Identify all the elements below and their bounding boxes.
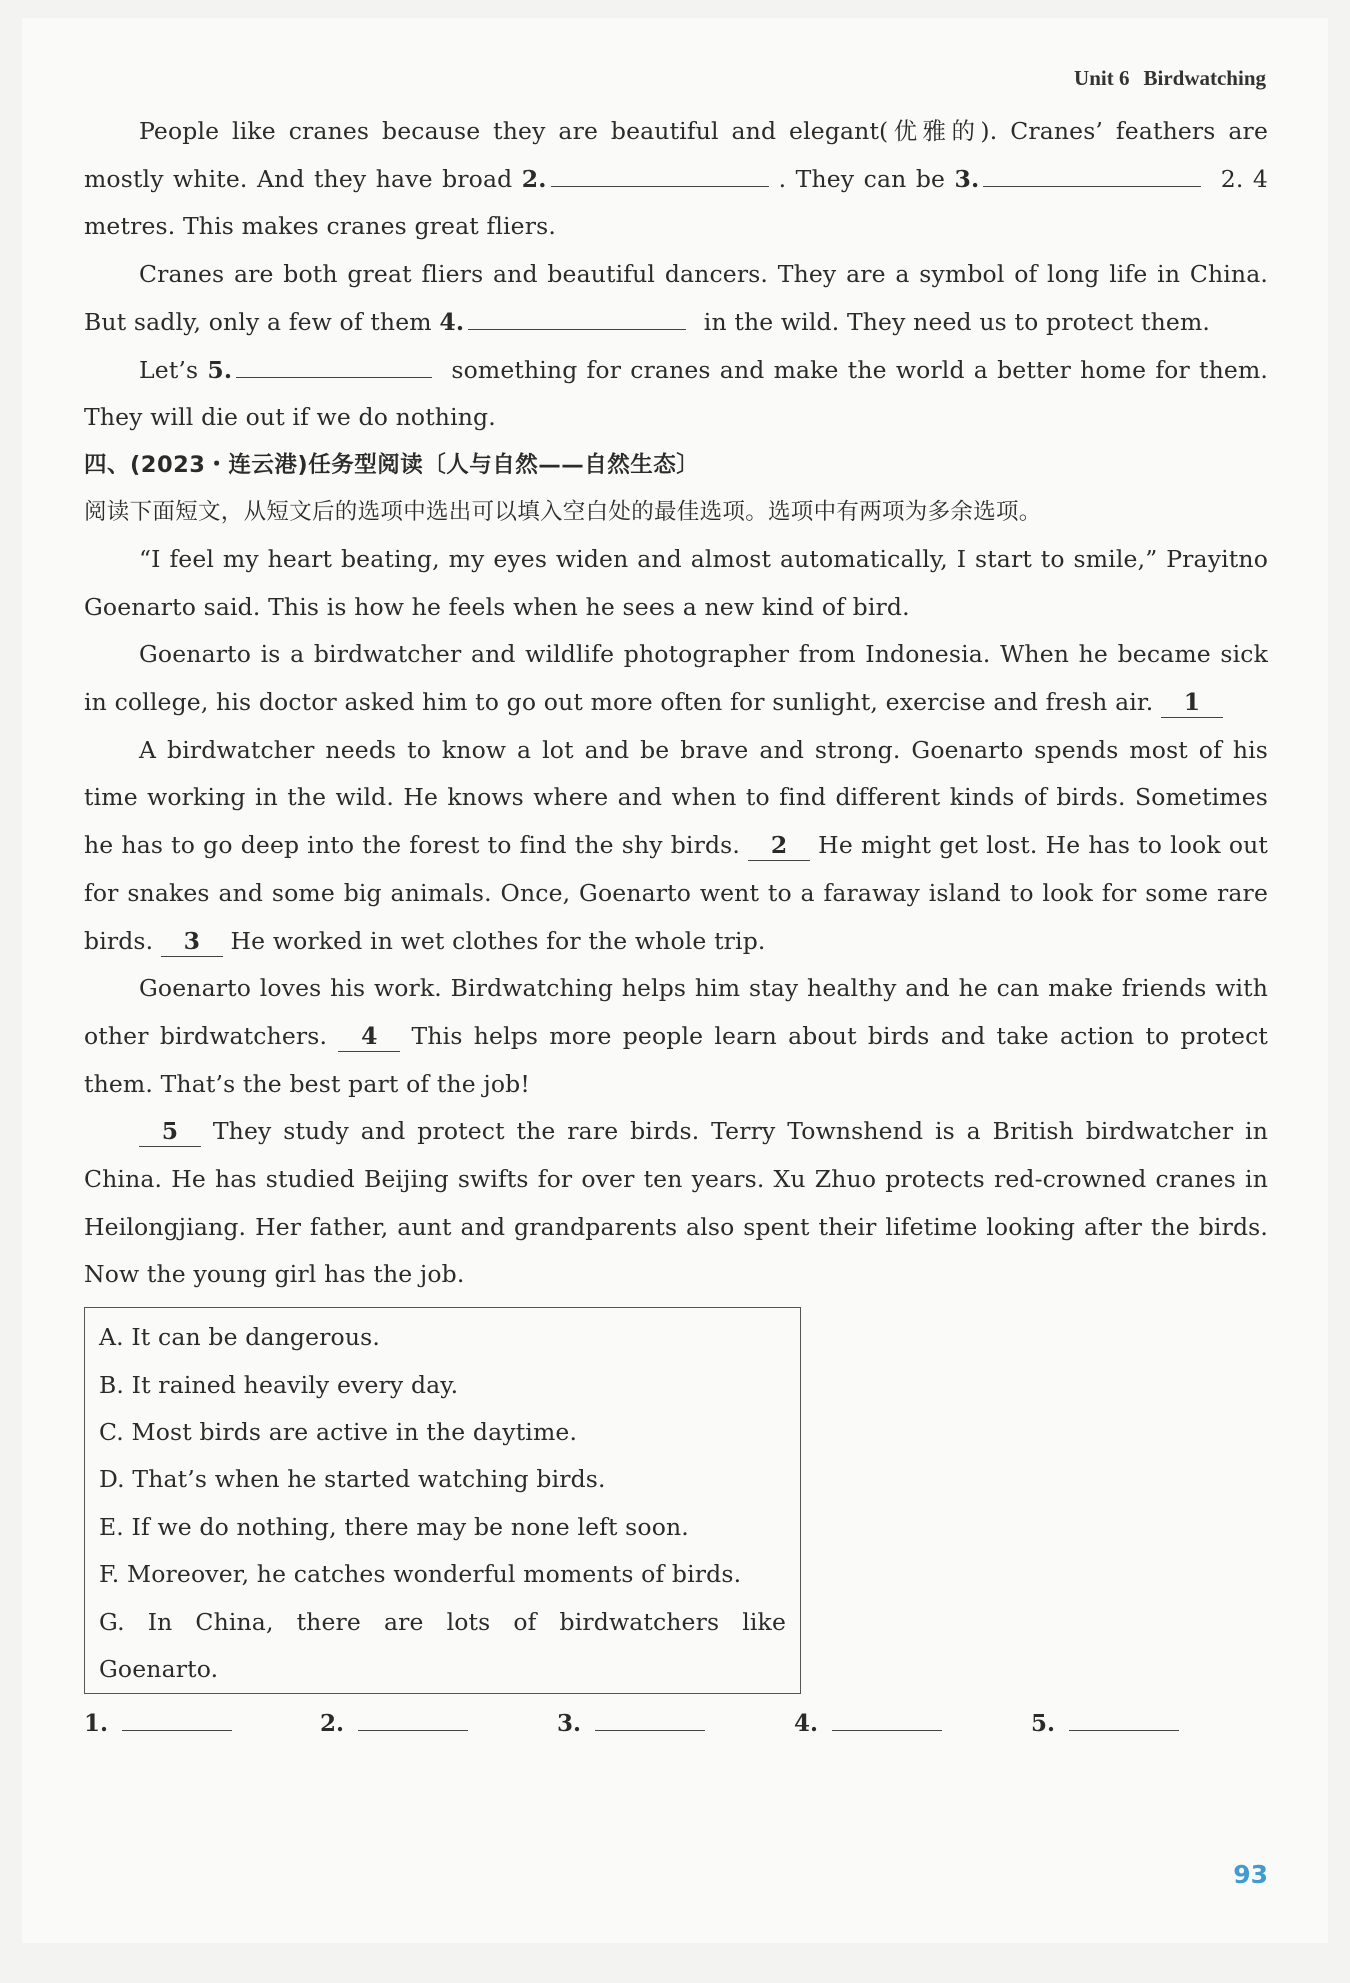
text: He worked in wet clothes for the whole trip. bbox=[222, 926, 766, 955]
option-a: A. It can be dangerous. bbox=[99, 1323, 380, 1352]
answer-slot-2[interactable] bbox=[320, 1704, 468, 1744]
text: Goenarto is a birdwatcher and wildlife photographer from Indonesia. When he became sick in college, his doctor asked him to go out more often for sunlight, exercise and fresh air. bbox=[84, 640, 1268, 717]
text: 2. 4 metres. This makes cranes great fliers. bbox=[84, 164, 1269, 241]
section-instruction: 阅读下面短文，从短文后的选项中选出可以填入空白处的最佳选项。选项中有两项为多余选项。 bbox=[84, 498, 1042, 525]
text: something for cranes and make the world a better home for them. They will die out if we do nothing. bbox=[84, 355, 1269, 432]
option-f: F. Moreover, he catches wonderful moments of birds. bbox=[99, 1560, 742, 1589]
text: He might get lost. He has to look out for snakes and some big animals. Once, Goenarto went to a faraway island to look for some rare birds. bbox=[84, 831, 1268, 955]
answer-slot-3[interactable] bbox=[557, 1704, 705, 1744]
answer-line[interactable] bbox=[358, 1704, 468, 1731]
answer-number: 1. bbox=[84, 1710, 109, 1738]
answer-blank-2[interactable] bbox=[551, 162, 769, 187]
section-title: 四、(2023・连云港)任务型阅读〔人与自然——自然生态〕 bbox=[84, 451, 700, 478]
answer-line[interactable] bbox=[122, 1704, 232, 1731]
gap-5: 5 bbox=[139, 1116, 201, 1147]
blank-number-4: 4. bbox=[439, 307, 465, 336]
option-b: B. It rained heavily every day. bbox=[99, 1370, 459, 1399]
text: They study and protect the rare birds. Terry Townshend is a British birdwatcher in China. He has studied Beijing swifts for over ten years. Xu Zhuo protects red-crowned cranes in Heilongjiang. Her father, aunt and grandparents also spent their lifetime looking after the birds. Now the young girl has the job. bbox=[84, 1117, 1268, 1289]
answer-line[interactable] bbox=[595, 1704, 705, 1731]
passage2-paragraph2 bbox=[84, 631, 1268, 726]
page-header bbox=[1074, 66, 1266, 91]
option-d: D. That’s when he started watching birds. bbox=[99, 1465, 606, 1494]
answer-slot-1[interactable] bbox=[84, 1704, 232, 1744]
passage1-paragraph2 bbox=[84, 251, 1268, 346]
text: Goenarto loves his work. Birdwatching helps him stay healthy and he can make friends with other birdwatchers. bbox=[84, 974, 1268, 1050]
gap-2: 2 bbox=[748, 830, 810, 861]
answer-row bbox=[84, 1704, 1268, 1764]
blank-number-3: 3. bbox=[954, 164, 980, 193]
option-g: G. In China, there are lots of birdwatchers like Goenarto. bbox=[99, 1607, 786, 1684]
text: in the wild. They need us to protect them. bbox=[696, 307, 1211, 336]
text: Let’s bbox=[139, 355, 208, 384]
text: A birdwatcher needs to know a lot and be brave and strong. Goenarto spends most of his time working in the wild. He knows where and when to find different kinds of birds. Sometimes he has to go deep into the forest to find the shy birds. bbox=[84, 735, 1268, 860]
passage2-paragraph4 bbox=[84, 965, 1268, 1108]
passage1-paragraph1 bbox=[84, 108, 1268, 251]
gap-1: 1 bbox=[1161, 687, 1223, 718]
gap-3: 3 bbox=[161, 926, 223, 957]
blank-number-5: 5. bbox=[207, 355, 233, 384]
passage2-paragraph3 bbox=[84, 727, 1268, 966]
text: People like cranes because they are beautiful and elegant(优雅的). Cranes’ feathers are mostly white. And they have broad bbox=[84, 117, 1268, 193]
text: This helps more people learn about birds and take action to protect them. That’s the best part of the job! bbox=[84, 1021, 1268, 1098]
answer-blank-3[interactable] bbox=[983, 162, 1201, 187]
unit-title: Birdwatching bbox=[1143, 66, 1266, 90]
answer-blank-4[interactable] bbox=[468, 305, 686, 330]
option-e: E. If we do nothing, there may be none left soon. bbox=[99, 1512, 689, 1541]
unit-label: Unit 6 bbox=[1074, 66, 1130, 90]
option-c: C. Most birds are active in the daytime. bbox=[99, 1417, 578, 1446]
answer-number: 4. bbox=[794, 1710, 819, 1738]
workbook-page bbox=[22, 18, 1328, 1943]
gap-4: 4 bbox=[338, 1021, 400, 1052]
answer-blank-5[interactable] bbox=[236, 353, 432, 378]
answer-number: 5. bbox=[1031, 1710, 1056, 1738]
answer-line[interactable] bbox=[1069, 1704, 1179, 1731]
answer-line[interactable] bbox=[832, 1704, 942, 1731]
answer-number: 3. bbox=[557, 1710, 582, 1738]
page-number: 93 bbox=[1233, 1860, 1268, 1889]
text: Cranes are both great fliers and beautiful dancers. They are a symbol of long life in China. But sadly, only a few of them bbox=[84, 260, 1268, 336]
answer-slot-5[interactable] bbox=[1031, 1704, 1179, 1744]
text: . They can be bbox=[778, 164, 955, 193]
passage2-paragraph5 bbox=[84, 1108, 1268, 1299]
answer-number: 2. bbox=[320, 1710, 345, 1738]
answer-slot-4[interactable] bbox=[794, 1704, 942, 1744]
options-box bbox=[84, 1307, 801, 1694]
blank-number-2: 2. bbox=[521, 164, 547, 193]
page-content bbox=[84, 108, 1268, 1764]
passage1-paragraph3 bbox=[84, 347, 1268, 442]
passage2-paragraph1: “I feel my heart beating, my eyes widen and almost automatically, I start to smile,” Prayitno Goenarto said. This is how he feels when he sees a new kind of bird. bbox=[84, 544, 1268, 621]
